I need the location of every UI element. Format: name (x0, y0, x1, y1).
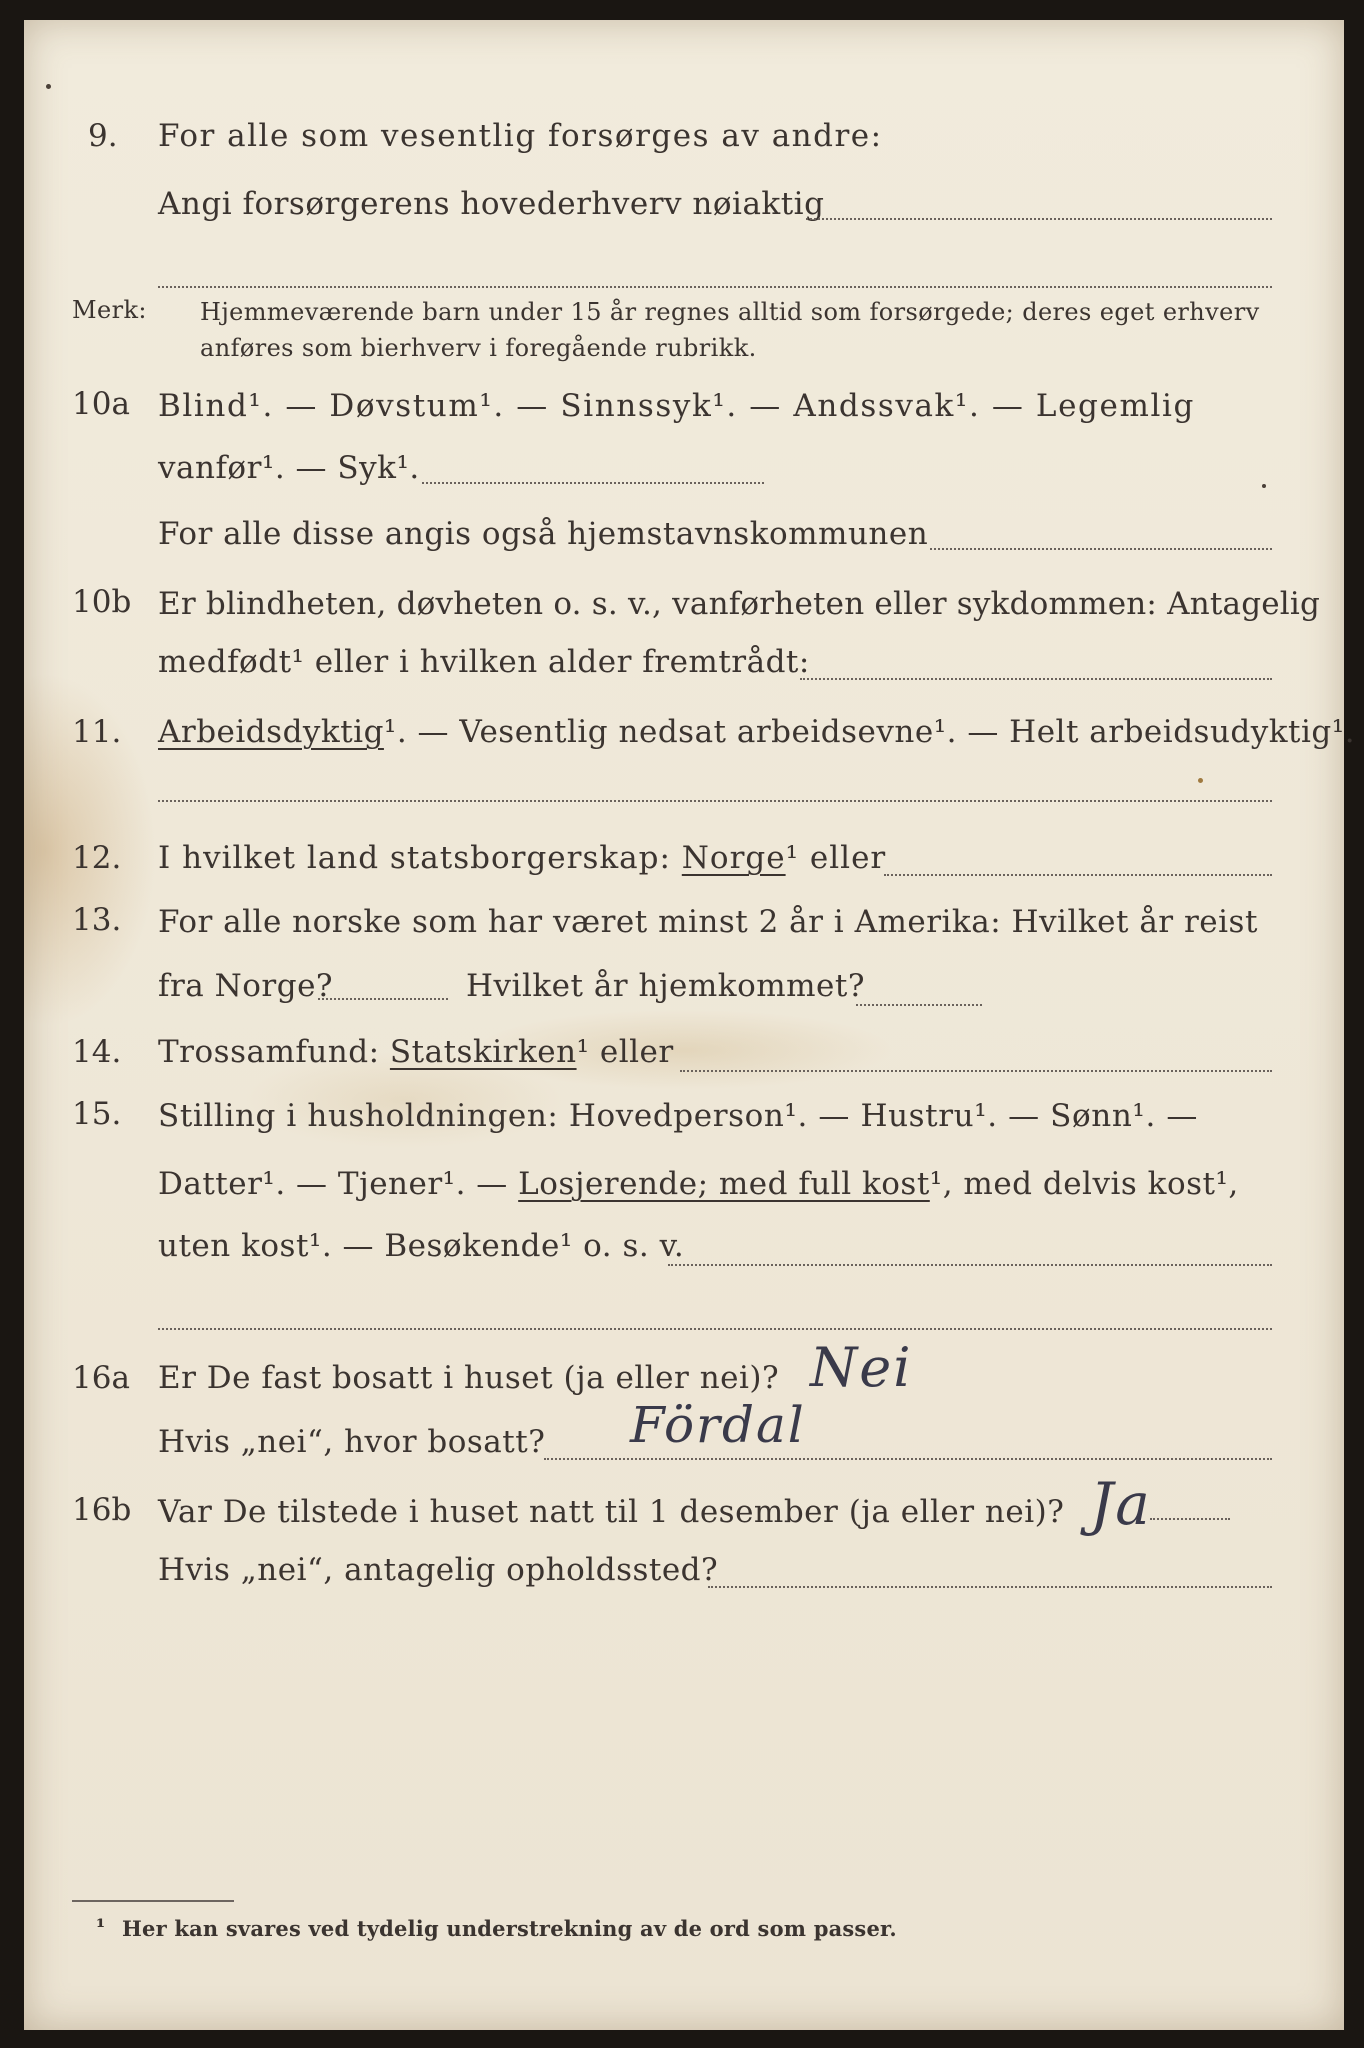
question-16a-text-line1: Er De fast bosatt i huset (ja eller nei)? (158, 1360, 780, 1396)
note-text-line2: anføres som bierhverv i foregående rubrikk. (200, 334, 757, 362)
question-15-text-line3: uten kost¹. — Besøkende¹ o. s. v. (158, 1228, 685, 1264)
question-13-year-returned-line (856, 1004, 982, 1006)
note-text-line1: Hjemmeværende barn under 15 år regnes alltid som forsørgede; deres eget erhverv (200, 298, 1260, 326)
question-14-suffix: ¹ eller (576, 1034, 674, 1070)
question-9-text-line1: For alle som vesentlig forsørges av andre: (158, 118, 883, 154)
question-12-selected-option: Norge (681, 840, 786, 876)
question-10a-number: 10a (72, 386, 130, 422)
question-11-selected-option: Arbeidsdyktig (158, 714, 384, 750)
question-14-text (158, 1034, 674, 1070)
question-10b-answer-line (800, 678, 1272, 680)
question-10b-number: 10b (72, 584, 132, 620)
question-13-year-left-line (318, 998, 448, 1000)
question-12-answer-line (884, 874, 1272, 876)
question-11-text (158, 714, 1355, 750)
question-10a-text-line3: For alle disse angis også hjemstavnskommunen (158, 516, 929, 552)
question-11-other-options: ¹. — Vesentlig nedsat arbeidsevne¹. — Helt arbeidsudyktig¹. (383, 714, 1356, 750)
question-16b-number: 16b (72, 1492, 132, 1528)
note-label: Merk: (72, 296, 147, 324)
question-10a-text-line2: vanfør¹. — Syk¹. (158, 450, 420, 486)
question-12-question: I hvilket land statsborgerskap: (158, 840, 671, 876)
question-10a-hometown-line (930, 548, 1272, 550)
paper-speck (1198, 778, 1203, 783)
question-16b-handwritten-answer: Ja (1090, 1470, 1152, 1538)
question-11-number: 11. (72, 714, 122, 750)
question-14-selected-option: Statskirken (389, 1034, 577, 1070)
question-16b-text-line2: Hvis „nei“, antagelig opholdssted? (158, 1552, 719, 1588)
question-9-number: 9. (88, 118, 118, 154)
question-15-text-line1: Stilling i husholdningen: Hovedperson¹. — Hustru¹. — Sønn¹. — (158, 1098, 1198, 1134)
question-16b-location-line (708, 1586, 1272, 1588)
question-10b-text-line1: Er blindheten, døvheten o. s. v., vanførheten eller sykdommen: Antagelig (158, 586, 1321, 622)
question-15-text-line2 (158, 1166, 1239, 1202)
question-15-answer-line (668, 1264, 1272, 1266)
question-13-number: 13. (72, 902, 122, 938)
question-16a-number: 16a (72, 1360, 130, 1396)
question-13-text-line2b: Hvilket år hjemkommet? (466, 968, 865, 1004)
question-12-number: 12. (72, 840, 122, 876)
question-14-number: 14. (72, 1034, 122, 1070)
question-16b-answer-line (1150, 1518, 1230, 1520)
question-14-answer-line (680, 1070, 1272, 1072)
question-9-text-line2: Angi forsørgerens hovederhverv nøiaktig (158, 186, 825, 222)
question-9-answer-line (806, 218, 1272, 220)
question-16a-text-line2: Hvis „nei“, hvor bosatt? (158, 1424, 546, 1460)
question-11-answer-line (158, 800, 1272, 802)
question-16a-handwritten-residence: Fördal (630, 1396, 806, 1454)
question-15-selected-option: Losjerende; med full kost (518, 1166, 930, 1202)
question-10a-text-line1: Blind¹. — Døvstum¹. — Sinnssyk¹. — Andssvak¹. — Legemlig (158, 388, 1195, 424)
question-12-text (158, 840, 886, 876)
question-10b-text-line2: medfødt¹ eller i hvilken alder fremtrådt: (158, 644, 810, 680)
question-15-answer-line-2 (158, 1328, 1272, 1330)
footnote-text: Her kan svares ved tydelig understrekning av de ord som passer. (122, 1916, 897, 1941)
footnote-separator (72, 1900, 234, 1902)
question-15-options-a: Datter¹. — Tjener¹. — (158, 1166, 508, 1202)
question-16a-handwritten-answer: Nei (810, 1336, 913, 1399)
question-12-suffix: ¹ eller (785, 840, 887, 876)
question-15-options-c: ¹, med delvis kost¹, (929, 1166, 1239, 1202)
paper-speck (46, 84, 51, 89)
question-15-number: 15. (72, 1096, 122, 1132)
question-13-text-line2a: fra Norge? (158, 968, 334, 1004)
footnote-marker: ¹ (96, 1914, 106, 1939)
question-9-answer-line-2 (158, 286, 1272, 288)
question-13-text-line1: For alle norske som har været minst 2 år i Amerika: Hvilket år reist (158, 904, 1258, 940)
paper-speck (1262, 484, 1266, 488)
question-16a-answer-line (544, 1458, 1272, 1460)
question-14-question: Trossamfund: (158, 1034, 380, 1070)
question-16b-text-line1: Var De tilstede i huset natt til 1 desember (ja eller nei)? (158, 1494, 1065, 1530)
question-10a-answer-line (422, 482, 764, 484)
